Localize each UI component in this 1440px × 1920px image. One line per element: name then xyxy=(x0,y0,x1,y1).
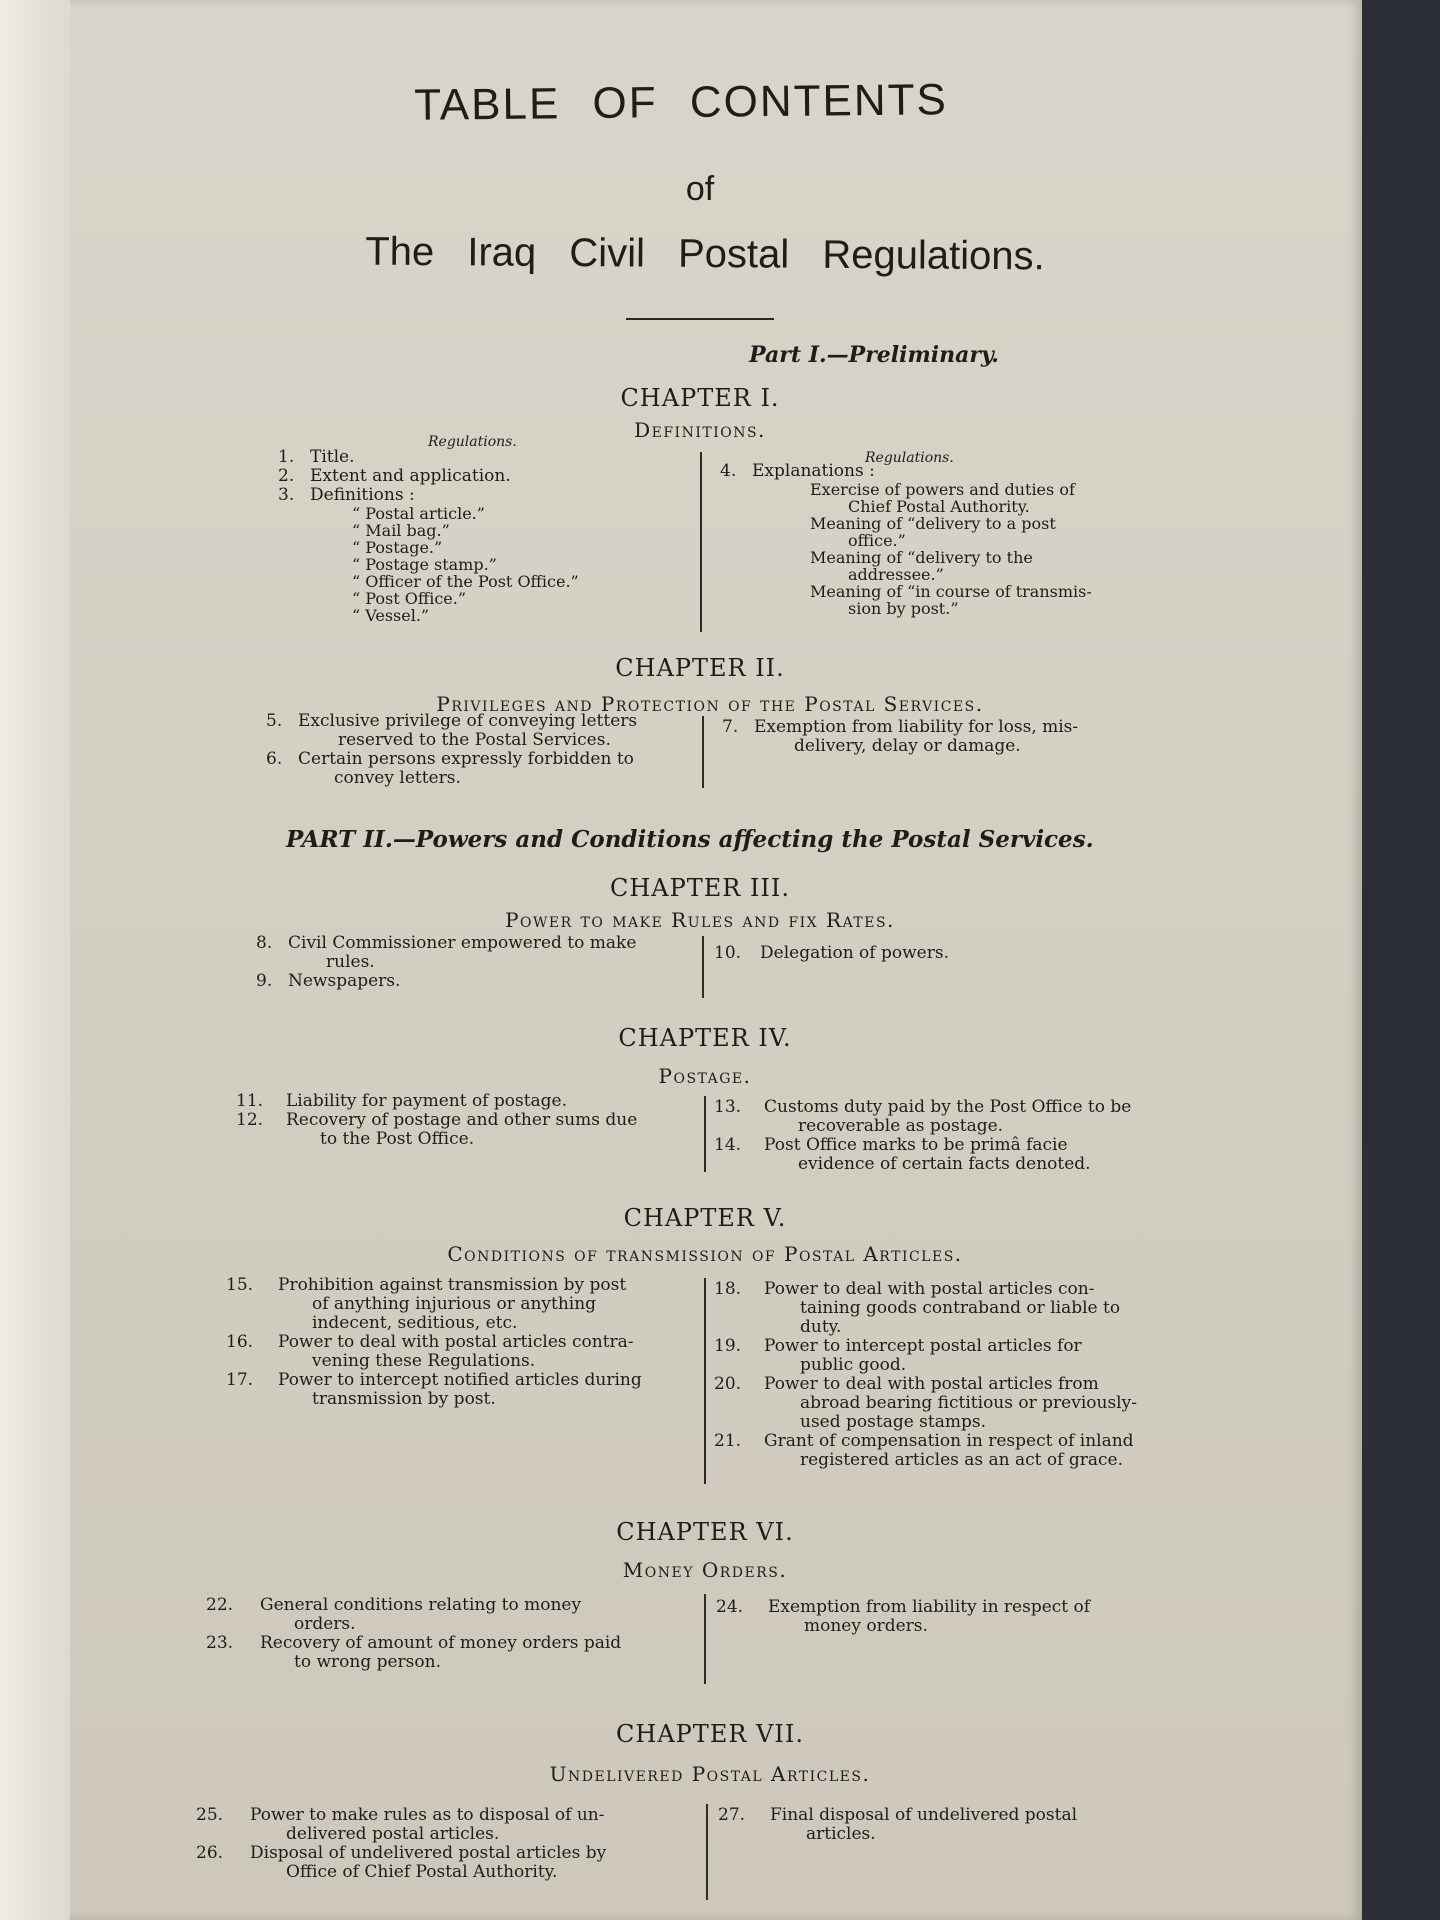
regulations-label-left: Regulations. xyxy=(428,434,517,450)
chapter-1-heading: CHAPTER I. xyxy=(620,384,780,412)
item-text: Power to deal with postal articles contra- xyxy=(278,1332,634,1352)
chapter-3-subheading: Power to make Rules and fix Rates. xyxy=(505,908,895,932)
toc-item-13-cont: recoverable as postage. xyxy=(798,1116,1004,1136)
item-text: Disposal of undelivered postal articles by xyxy=(250,1843,607,1863)
item-number: 4. xyxy=(720,461,737,481)
column-divider xyxy=(704,1096,706,1172)
column-divider xyxy=(700,452,702,632)
explanation-entry: Exercise of powers and duties of xyxy=(810,480,1075,499)
chapter-4-right-column xyxy=(714,1098,1174,1174)
toc-item-5-cont: reserved to the Postal Services. xyxy=(338,730,611,750)
item-text: Power to intercept notified articles during xyxy=(278,1370,642,1390)
explanation-entry-cont: office.” xyxy=(848,531,906,550)
page-title: TABLE OF CONTENTS xyxy=(413,75,949,130)
item-number: 5. xyxy=(266,711,283,731)
column-divider xyxy=(702,716,704,788)
item-text: Title. xyxy=(310,447,355,467)
chapter-6-heading: CHAPTER VI. xyxy=(616,1518,794,1546)
toc-item-8-cont: rules. xyxy=(326,952,375,972)
item-text: Explanations : xyxy=(752,461,875,481)
item-number: 21. xyxy=(714,1431,742,1451)
toc-item-22-cont: orders. xyxy=(294,1614,356,1634)
toc-item-21-cont: registered articles as an act of grace. xyxy=(800,1450,1123,1470)
chapter-5-subheading: Conditions of transmission of Postal Articles. xyxy=(447,1242,963,1266)
explanation-list xyxy=(720,481,1140,617)
column-divider xyxy=(702,936,704,998)
definition-entry: “ Postal article.” xyxy=(352,504,485,523)
toc-item-16-cont: vening these Regulations. xyxy=(312,1351,536,1371)
item-text: Final disposal of undelivered postal xyxy=(770,1805,1078,1825)
chapter-1-left-column xyxy=(278,448,678,624)
item-text: Exclusive privilege of conveying letters xyxy=(298,711,638,731)
toc-item-24 xyxy=(716,1598,1196,1617)
item-number: 8. xyxy=(256,933,273,953)
toc-item-12 xyxy=(236,1111,692,1130)
definition-entry: “ Postage stamp.” xyxy=(352,555,497,574)
chapter-7-left-column xyxy=(196,1806,692,1882)
paper-edge xyxy=(0,0,70,1920)
item-text: Recovery of amount of money orders paid xyxy=(260,1633,622,1653)
item-number: 11. xyxy=(236,1091,264,1111)
toc-item-23-cont: to wrong person. xyxy=(294,1652,441,1672)
title-rule xyxy=(626,318,774,320)
chapter-3-heading: CHAPTER III. xyxy=(609,874,791,902)
item-text: Customs duty paid by the Post Office to be xyxy=(764,1097,1132,1117)
definition-entry: “ Post Office.” xyxy=(352,589,467,608)
toc-item-27 xyxy=(718,1806,1218,1825)
explanation-entry: Meaning of “delivery to a post xyxy=(810,514,1056,533)
definition-entry: “ Postage.” xyxy=(352,538,443,557)
item-text: Exemption from liability in respect of xyxy=(768,1597,1091,1617)
item-text: Definitions : xyxy=(310,485,415,505)
column-divider xyxy=(704,1278,706,1484)
item-text: Power to make rules as to disposal of un- xyxy=(250,1805,605,1825)
explanation-entry-cont: sion by post.” xyxy=(848,599,959,618)
chapter-4-left-column xyxy=(236,1092,692,1149)
chapter-2-subheading: Privileges and Protection of the Postal Services. xyxy=(436,692,984,716)
toc-item-21 xyxy=(714,1432,1184,1451)
item-text: Civil Commissioner empowered to make xyxy=(288,933,637,953)
definition-list xyxy=(278,505,678,624)
item-text: Post Office marks to be primâ facie xyxy=(764,1135,1068,1155)
item-text: General conditions relating to money xyxy=(260,1595,582,1615)
toc-item-6 xyxy=(266,750,692,769)
item-number: 12. xyxy=(236,1110,264,1130)
toc-item-15-cont: indecent, seditious, etc. xyxy=(312,1313,518,1333)
toc-item-18 xyxy=(714,1280,1184,1299)
toc-item-1 xyxy=(278,448,678,467)
item-text: Power to deal with postal articles from xyxy=(764,1374,1099,1394)
column-divider xyxy=(706,1804,708,1900)
toc-item-15 xyxy=(226,1276,692,1295)
item-text: Power to intercept postal articles for xyxy=(764,1336,1082,1356)
toc-item-8 xyxy=(256,934,692,953)
chapter-5-right-column xyxy=(714,1280,1184,1470)
item-text: Prohibition against transmission by post xyxy=(278,1275,627,1295)
column-divider xyxy=(704,1594,706,1684)
item-number: 26. xyxy=(196,1843,224,1863)
toc-item-16 xyxy=(226,1333,692,1352)
toc-item-18-cont: taining goods contraband or liable to xyxy=(800,1298,1121,1318)
toc-item-10 xyxy=(714,944,1154,963)
chapter-7-right-column xyxy=(718,1806,1218,1844)
toc-item-25-cont: delivered postal articles. xyxy=(286,1824,500,1844)
toc-item-23 xyxy=(206,1634,692,1653)
toc-item-26 xyxy=(196,1844,692,1863)
chapter-5-heading: CHAPTER V. xyxy=(623,1204,787,1232)
definition-entry: “ Mail bag.” xyxy=(352,521,450,540)
explanation-entry-cont: addressee.” xyxy=(848,565,944,584)
toc-item-25 xyxy=(196,1806,692,1825)
toc-item-4 xyxy=(720,462,1140,481)
toc-item-24-cont: money orders. xyxy=(804,1616,928,1636)
chapter-4-subheading: Postage. xyxy=(658,1064,752,1088)
toc-item-20 xyxy=(714,1375,1184,1394)
definition-entry: “ Officer of the Post Office.” xyxy=(352,572,579,591)
chapter-2-left-column xyxy=(266,712,692,788)
item-text: Grant of compensation in respect of inland xyxy=(764,1431,1134,1451)
toc-item-11 xyxy=(236,1092,692,1111)
title-of: of xyxy=(685,170,715,208)
item-number: 20. xyxy=(714,1374,742,1394)
item-number: 18. xyxy=(714,1279,742,1299)
toc-item-20-cont: used postage stamps. xyxy=(800,1412,986,1432)
toc-item-22 xyxy=(206,1596,692,1615)
chapter-7-subheading: Undelivered Postal Articles. xyxy=(549,1762,871,1786)
toc-item-27-cont: articles. xyxy=(806,1824,876,1844)
explanation-entry: Meaning of “delivery to the xyxy=(810,548,1033,567)
toc-item-14-cont: evidence of certain facts denoted. xyxy=(798,1154,1091,1174)
toc-item-17 xyxy=(226,1371,692,1390)
toc-item-26-cont: Office of Chief Postal Authority. xyxy=(286,1862,558,1882)
item-text: Delegation of powers. xyxy=(760,943,949,963)
toc-item-17-cont: transmission by post. xyxy=(312,1389,496,1409)
toc-item-9 xyxy=(256,972,692,991)
chapter-3-right-column xyxy=(714,944,1154,963)
item-number: 23. xyxy=(206,1633,234,1653)
chapter-3-left-column xyxy=(256,934,692,991)
toc-item-5 xyxy=(266,712,692,731)
item-text: Certain persons expressly forbidden to xyxy=(298,749,634,769)
toc-item-19-cont: public good. xyxy=(800,1355,907,1375)
item-text: Recovery of postage and other sums due xyxy=(286,1110,638,1130)
chapter-6-left-column xyxy=(206,1596,692,1672)
chapter-2-right-column xyxy=(722,718,1162,756)
item-number: 14. xyxy=(714,1135,742,1155)
item-number: 25. xyxy=(196,1805,224,1825)
item-number: 27. xyxy=(718,1805,746,1825)
toc-item-18-cont: duty. xyxy=(800,1317,842,1337)
explanation-entry-cont: Chief Postal Authority. xyxy=(848,497,1030,516)
item-number: 17. xyxy=(226,1370,254,1390)
item-number: 9. xyxy=(256,971,273,991)
chapter-1-right-column xyxy=(720,462,1140,617)
toc-item-2 xyxy=(278,467,678,486)
toc-item-13 xyxy=(714,1098,1174,1117)
item-text: Power to deal with postal articles con- xyxy=(764,1279,1095,1299)
item-number: 15. xyxy=(226,1275,254,1295)
document-subtitle: The Iraq Civil Postal Regulations. xyxy=(365,229,1045,279)
chapter-4-heading: CHAPTER IV. xyxy=(618,1024,792,1052)
item-text: Newspapers. xyxy=(288,971,401,991)
item-number: 24. xyxy=(716,1597,744,1617)
part-1-heading: Part I.—Preliminary. xyxy=(749,342,999,368)
item-number: 16. xyxy=(226,1332,254,1352)
chapter-6-right-column xyxy=(716,1598,1196,1636)
definition-entry: “ Vessel.” xyxy=(352,606,430,625)
toc-item-12-cont: to the Post Office. xyxy=(320,1129,475,1149)
toc-item-14 xyxy=(714,1136,1174,1155)
chapter-2-heading: CHAPTER II. xyxy=(615,654,785,682)
chapter-7-heading: CHAPTER VII. xyxy=(616,1720,804,1748)
item-number: 10. xyxy=(714,943,742,963)
chapter-5-left-column xyxy=(226,1276,692,1409)
toc-item-7-cont: delivery, delay or damage. xyxy=(794,736,1021,756)
part-2-heading: PART II.—Powers and Conditions affecting the Postal Services. xyxy=(286,826,1094,853)
item-text: Exemption from liability for loss, mis- xyxy=(754,717,1079,737)
toc-item-20-cont: abroad bearing fictitious or previously- xyxy=(800,1393,1137,1413)
item-text: Liability for payment of postage. xyxy=(286,1091,568,1111)
item-number: 19. xyxy=(714,1336,742,1356)
regulations-label-right: Regulations. xyxy=(865,450,954,466)
item-text: Extent and application. xyxy=(310,466,511,486)
item-number: 7. xyxy=(722,717,739,737)
item-number: 1. xyxy=(278,447,295,467)
chapter-6-subheading: Money Orders. xyxy=(622,1558,788,1582)
item-number: 3. xyxy=(278,485,295,505)
item-number: 2. xyxy=(278,466,295,486)
toc-item-19 xyxy=(714,1337,1184,1356)
chapter-1-subheading: Definitions. xyxy=(634,418,766,442)
toc-item-3 xyxy=(278,486,678,505)
toc-item-7 xyxy=(722,718,1162,737)
toc-item-6-cont: convey letters. xyxy=(334,768,461,788)
item-number: 13. xyxy=(714,1097,742,1117)
toc-item-15-cont: of anything injurious or anything xyxy=(312,1294,597,1314)
item-number: 6. xyxy=(266,749,283,769)
item-number: 22. xyxy=(206,1595,234,1615)
explanation-entry: Meaning of “in course of transmis- xyxy=(810,582,1092,601)
